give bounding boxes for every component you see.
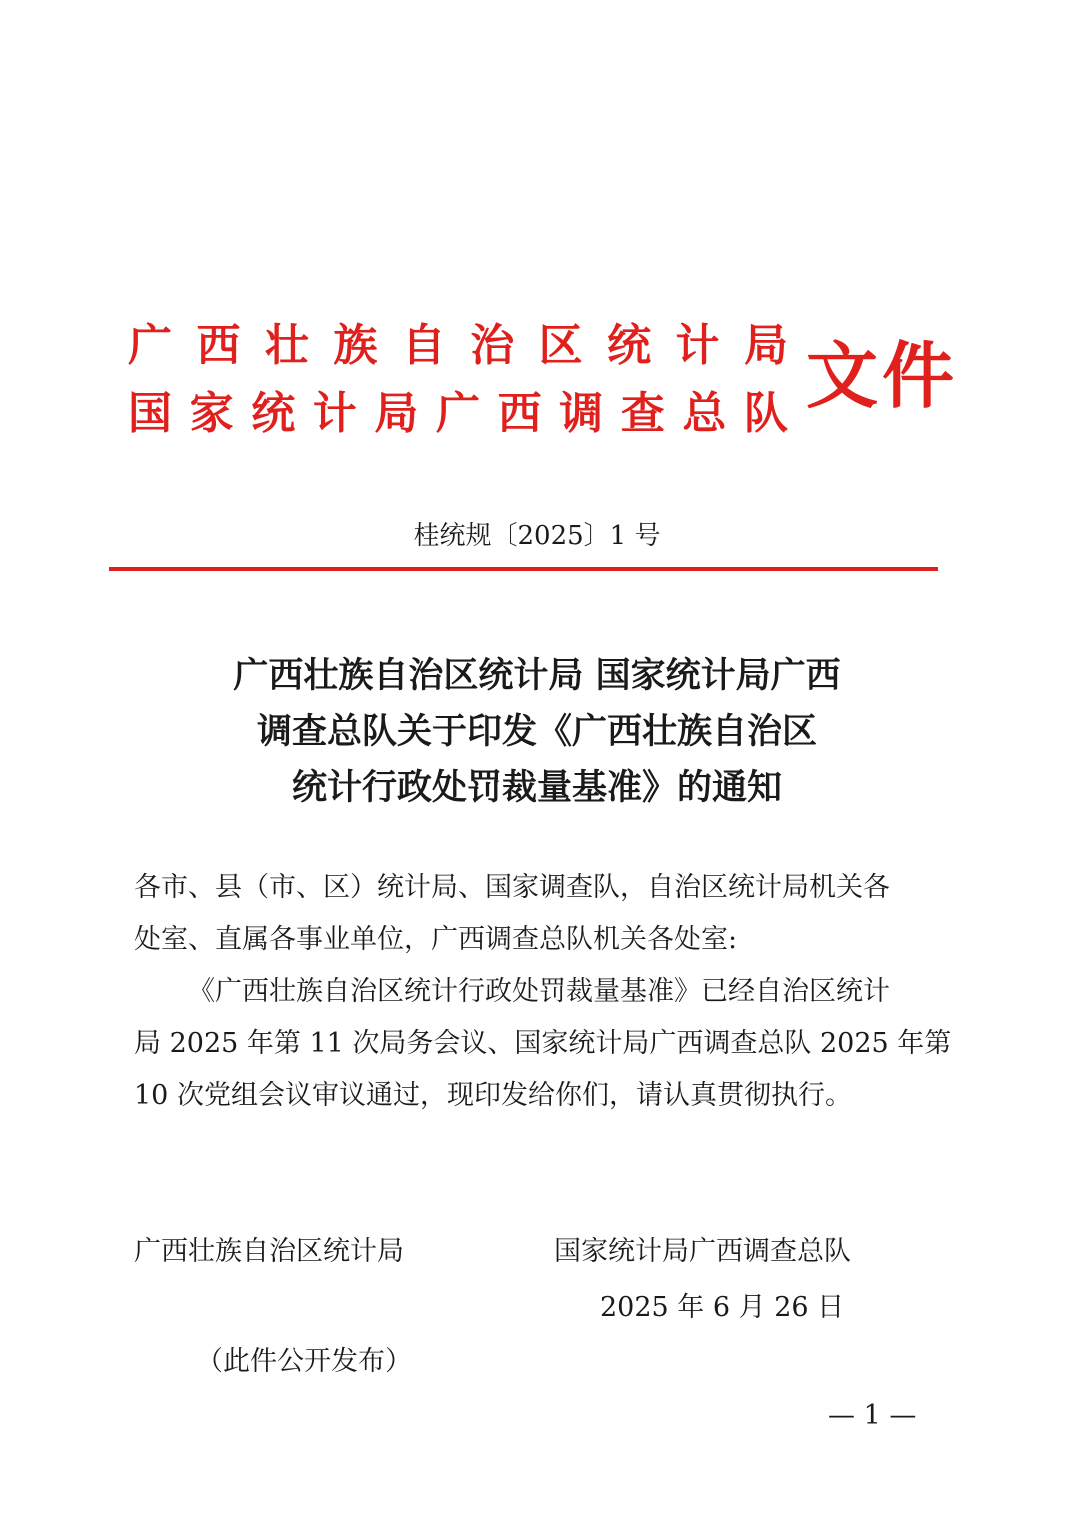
salutation-line-1: 各市、县（市、区）统计局、国家调查队，自治区统计局机关各 <box>134 872 890 903</box>
body-line-3: 10 次党组会议审议通过，现印发给你们，请认真贯彻执行。 <box>134 1080 852 1111</box>
issuer-name-2: 国 家 统 计 局 广 西 调 查 总 队 <box>128 388 788 439</box>
title-line-3: 统计行政处罚裁量基准》的通知 <box>291 767 782 808</box>
red-divider <box>109 567 938 571</box>
salutation <box>134 862 942 966</box>
issuer-name-1: 广 西 壮 族 自 治 区 统 计 局 <box>128 320 788 371</box>
body-line-1: 《广西壮族自治区统计行政处罚裁量基准》已经自治区统计 <box>188 976 890 1007</box>
signature-right: 国家统计局广西调查总队 <box>554 1236 851 1267</box>
body-line-2: 局 2025 年第 11 次局务会议、国家统计局广西调查总队 2025 年第 <box>134 1028 952 1059</box>
document-title <box>110 648 964 816</box>
signature-date: 2025 年 6 月 26 日 <box>600 1292 845 1323</box>
title-line-1: 广西壮族自治区统计局 国家统计局广西 <box>233 655 841 696</box>
title-line-2: 调查总队关于印发《广西壮族自治区 <box>256 711 817 752</box>
salutation-line-2: 处室、直属各事业单位，广西调查总队机关各处室: <box>134 924 738 955</box>
signature-left: 广西壮族自治区统计局 <box>134 1236 404 1267</box>
document-type-label: 文件 <box>806 333 959 418</box>
public-release-note: （此件公开发布） <box>196 1346 412 1377</box>
document-number: 桂统规〔2025〕1 号 <box>413 521 661 551</box>
body-paragraph <box>134 966 952 1122</box>
page-number: — 1 — <box>828 1400 917 1431</box>
